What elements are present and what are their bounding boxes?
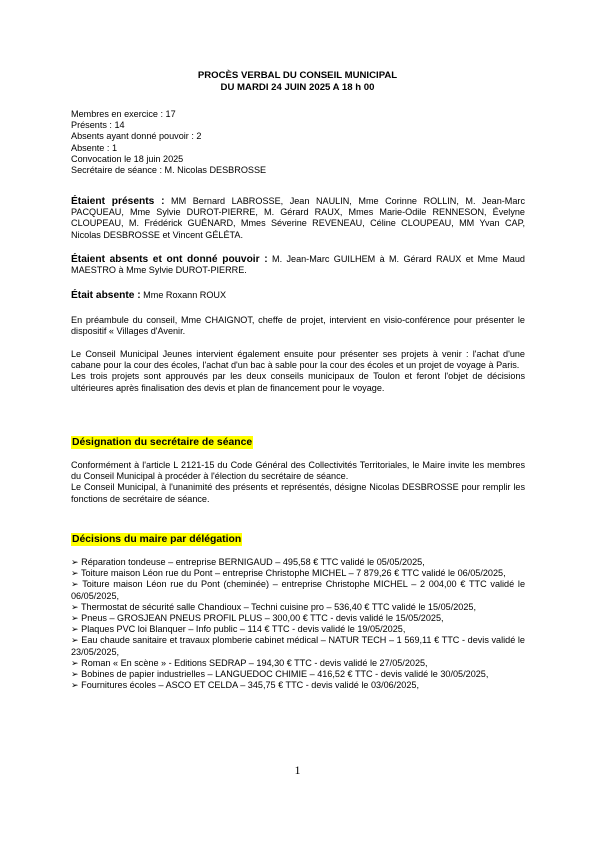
youth-council-paragraph	[71, 349, 525, 394]
list-item	[71, 624, 525, 635]
present-list: MM Bernard LABROSSE, Jean NAULIN, Mme Corinne ROLLIN, M. Jean-Marc PACQUEAU, Mme Sylvie DUROT-PIERRE, M. Gérard RAUX, Mmes Marie-Odile RENNESON, Évelyne CLOUPEAU, M. Frédérick GUÉNARD, Mmes Séverine REVENEAU, Céline CLOUPEAU, MM Yvan CAP, Nicolas DESBROSSE et Vincent GÉLÉTA.	[71, 196, 525, 240]
decision-text: Réparation tondeuse – entreprise BERNIGAUD – 495,58 € TTC validé le 05/05/2025,	[81, 557, 425, 567]
list-item	[71, 613, 525, 624]
arrow-bullet-icon: ➢	[71, 579, 79, 590]
session-secretary: Secrétaire de séance : M. Nicolas DESBROSSE	[71, 165, 267, 176]
secretary-paragraph-1: Conformément à l'article L 2121-15 du Code Général des Collectivités Territoriales, le Maire invite les membres du Conseil Municipal à procéder à l'élection du secrétaire de séance.	[71, 460, 525, 482]
decision-text: Pneus – GROSJEAN PNEUS PROFIL PLUS – 300,00 € TTC - devis validé le 15/05/2025,	[81, 613, 444, 624]
arrow-bullet-icon: ➢	[71, 624, 79, 635]
page-number: 1	[294, 763, 301, 777]
youth-council-approval: Les trois projets sont approuvés par les deux conseils municipaux de Toulon et feront l'objet de décisions ultérieures après finalisation des devis et plan de financement pour le voyage.	[71, 371, 525, 393]
absent-name: Mme Roxann ROUX	[140, 290, 227, 300]
list-item	[71, 557, 525, 568]
secretary-paragraph-2: Le Conseil Municipal, à l'unanimité des présents et représentés, désigne Nicolas DESBROSSE pour remplir les fonctions de secrétaire de séance.	[71, 482, 525, 504]
list-item	[71, 635, 525, 657]
decisions-list	[71, 557, 525, 691]
attendance-proxy: Absents ayant donné pouvoir : 2	[71, 131, 202, 142]
absent-proxy-list: M. Jean-Marc GUILHEM à M. Gérard RAUX et Mme Maud MAESTRO à Mme Sylvie DUROT-PIERRE.	[71, 254, 525, 276]
list-item	[71, 680, 525, 691]
convocation-date: Convocation le 18 juin 2025	[71, 153, 184, 164]
title-line-1: PROCÈS VERBAL DU CONSEIL MUNICIPAL	[197, 70, 398, 81]
arrow-bullet-icon: ➢	[71, 680, 79, 691]
attendance-summary	[71, 109, 525, 176]
document-title	[0, 70, 595, 93]
absent-proxy-label: Étaient absents et ont donné pouvoir :	[71, 254, 268, 265]
decision-text: Bobines de papier industrielles – LANGUEDOC CHIMIE – 416,52 € TTC - devis validé le 30/05/2025,	[81, 669, 489, 680]
title-line-2: DU MARDI 24 JUIN 2025 A 18 h 00	[220, 81, 375, 93]
decision-text: Toiture maison Léon rue du Pont – entreprise Christophe MICHEL – 7 879,26 € TTC validé le 06/05/2025,	[81, 568, 506, 579]
absent-with-proxy	[71, 254, 525, 276]
list-item	[71, 579, 525, 601]
absent-label: Était absente :	[71, 290, 141, 301]
youth-council-projects: Le Conseil Municipal Jeunes intervient également ensuite pour présenter ses projets à venir : l'achat d'une cabane pour la cour des écoles, l'achat d'un bac à sable pour la cour des écoles et un projet de voyage à Paris.	[71, 349, 525, 371]
decision-text: Fournitures écoles – ASCO ET CELDA – 345,75 € TTC - devis validé le 03/06/2025,	[81, 680, 419, 691]
arrow-bullet-icon: ➢	[71, 669, 79, 680]
preamble-paragraph: En préambule du conseil, Mme CHAIGNOT, cheffe de projet, intervient en visio-conférence pour présenter le dispositif « Villages d'Avenir.	[71, 315, 525, 337]
list-item	[71, 669, 525, 680]
arrow-bullet-icon: ➢	[71, 635, 79, 646]
arrow-bullet-icon: ➢	[71, 557, 79, 567]
present-label: Étaient présents :	[71, 196, 165, 207]
section-heading-decisions: Décisions du maire par délégation	[72, 534, 242, 545]
arrow-bullet-icon: ➢	[71, 568, 79, 579]
list-item	[71, 568, 525, 579]
section-heading-secretary: Désignation du secrétaire de séance	[72, 437, 253, 448]
secretary-section-body	[71, 460, 525, 505]
list-item	[71, 658, 525, 669]
decision-text: Eau chaude sanitaire et travaux plomberie cabinet médical – NATUR TECH – 1 569,11 € TTC - devis validé le 23/05/2025,	[71, 635, 525, 657]
list-item	[71, 602, 525, 613]
decision-text: Thermostat de sécurité salle Chandioux – Techni cuisine pro – 536,40 € TTC validé le 15/05/2025,	[81, 601, 476, 612]
decision-text: Plaques PVC loi Blanquer – Info public – 114 € TTC - devis validé le 19/05/2025,	[81, 624, 406, 635]
decision-text: Toiture maison Léon rue du Pont (cheminée) – entreprise Christophe MICHEL – 2 004,00 € TTC validé le 06/05/2025,	[71, 579, 525, 601]
arrow-bullet-icon: ➢	[71, 601, 79, 612]
attendance-members: Membres en exercice : 17	[71, 109, 176, 119]
attendance-absent: Absente : 1	[71, 142, 118, 153]
arrow-bullet-icon: ➢	[71, 613, 79, 624]
present-members	[71, 196, 525, 241]
decision-text: Roman « En scène » - Editions SEDRAP – 194,30 € TTC - devis validé le 27/05/2025,	[81, 657, 428, 668]
arrow-bullet-icon: ➢	[71, 657, 79, 668]
attendance-present: Présents : 14	[71, 120, 125, 131]
absent-member	[71, 290, 525, 301]
